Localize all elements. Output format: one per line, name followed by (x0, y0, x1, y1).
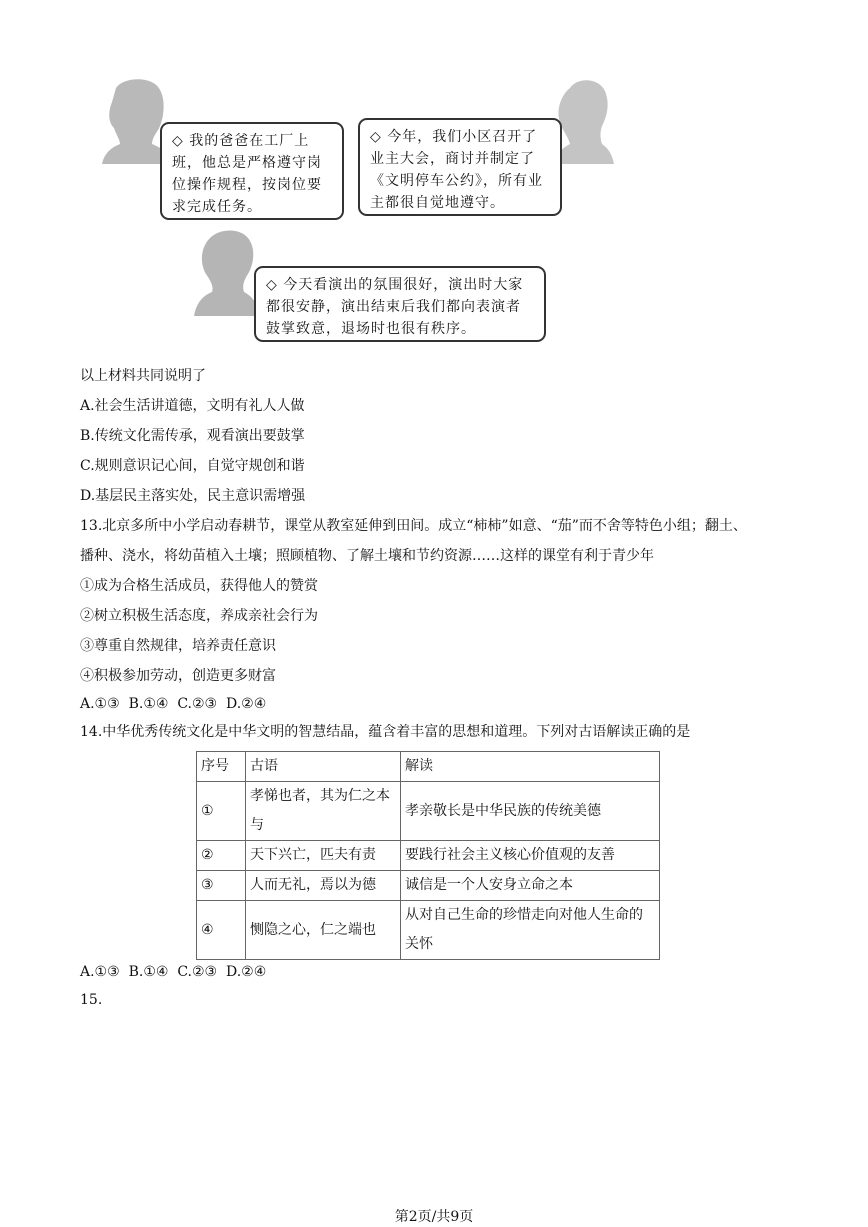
q12-option-d: D.基层民主落实处，民主意识需增强 (80, 488, 306, 504)
table-cell: ③ (197, 871, 246, 901)
q13-choice-c: C.②③ (177, 696, 218, 712)
bubble-text: ◇ 今年，我们小区召开了业主大会，商讨并制定了《文明停车公约》，所有业主都很自觉地遵守。 (370, 129, 543, 211)
q14-choice-a: A.①③ (80, 964, 120, 980)
bubble-text: ◇ 我的爸爸在工厂上班，他总是严格遵守岗位操作规程，按岗位要求完成任务。 (172, 133, 322, 215)
table-cell: 从对自己生命的珍惜走向对他人生命的关怀 (401, 901, 660, 960)
table-row (197, 841, 660, 871)
q13-item-1: ①成为合格生活成员，获得他人的赞赏 (80, 578, 318, 594)
table-cell: 恻隐之心，仁之端也 (246, 901, 401, 960)
illustration (100, 74, 620, 349)
table-cell: ④ (197, 901, 246, 960)
page-footer: 第2页/共9页 (394, 1209, 474, 1225)
q13-choices (80, 694, 266, 714)
table-header-row (197, 752, 660, 782)
table-row (197, 871, 660, 901)
q14-choice-c: C.②③ (177, 964, 218, 980)
q15-number: 15. (80, 992, 103, 1008)
q13-stem-line2: 播种、浇水，将幼苗植入土壤；照顾植物、了解土壤和节约资源……这样的课堂有利于青少年 (80, 548, 654, 564)
speech-bubble-father (160, 122, 344, 220)
table-cell: 要践行社会主义核心价值观的友善 (401, 841, 660, 871)
q13-item-3: ③尊重自然规律，培养责任意识 (80, 638, 276, 654)
speech-bubble-performance (254, 266, 546, 342)
q12-option-c: C.规则意识记心间，自觉守规创和谐 (80, 458, 305, 474)
table-row (197, 901, 660, 960)
q14-choice-b: B.①④ (128, 964, 169, 980)
table-row (197, 782, 660, 841)
q13-item-4: ④积极参加劳动，创造更多财富 (80, 668, 276, 684)
q12-option-b: B.传统文化需传承，观看演出要鼓掌 (80, 428, 305, 444)
q14-choice-d: D.②④ (226, 964, 267, 980)
proverb-table (196, 751, 660, 960)
q14-stem: 14.中华优秀传统文化是中华文明的智慧结晶，蕴含着丰富的思想和道理。下列对古语解读正确的是 (80, 724, 691, 740)
header-cell: 解读 (401, 752, 660, 782)
header-cell: 古语 (246, 752, 401, 782)
header-cell: 序号 (197, 752, 246, 782)
table-cell: 孝亲敬长是中华民族的传统美德 (401, 782, 660, 841)
q12-option-a: A.社会生活讲道德，文明有礼人人做 (80, 398, 305, 414)
table-cell: 孝悌也者，其为仁之本与 (246, 782, 401, 841)
q12-stem: 以上材料共同说明了 (80, 368, 206, 384)
speech-bubble-community (358, 118, 562, 216)
table-cell: ② (197, 841, 246, 871)
q13-choice-b: B.①④ (128, 696, 169, 712)
q14-choices (80, 962, 266, 982)
q13-choice-d: D.②④ (226, 696, 267, 712)
q13-item-2: ②树立积极生活态度，养成亲社会行为 (80, 608, 318, 624)
table-cell: 天下兴亡，匹夫有责 (246, 841, 401, 871)
table-cell: ① (197, 782, 246, 841)
girl-silhouette-icon (194, 230, 260, 316)
q13-choice-a: A.①③ (80, 696, 120, 712)
bubble-text: ◇ 今天看演出的氛围很好，演出时大家都很安静，演出结束后我们都向表演者鼓掌致意，退场时也很有秩序。 (266, 277, 524, 337)
table-cell: 诚信是一个人安身立命之本 (401, 871, 660, 901)
q13-stem-line1: 13.北京多所中小学启动春耕节，课堂从教室延伸到田间。成立“柿柿”如意、“茄”而不舍等特色小组；翻土、 (80, 518, 747, 534)
table-cell: 人而无礼，焉以为德 (246, 871, 401, 901)
